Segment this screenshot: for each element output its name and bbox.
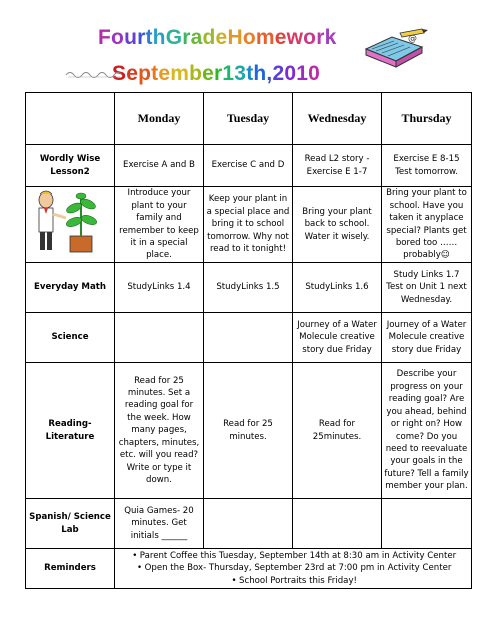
row-label-wordly-wise: Wordly Wise Lesson2 <box>26 145 115 187</box>
cell-spanish-thursday <box>382 499 472 549</box>
cell-science-monday <box>115 313 204 363</box>
bullet-icon: • <box>132 550 138 561</box>
bullet-icon: • <box>231 575 237 586</box>
table-row <box>26 187 472 263</box>
svg-text:@: @ <box>408 34 417 44</box>
homework-table <box>25 92 472 589</box>
cell-wordly-tuesday: Exercise C and D <box>204 145 293 187</box>
title-line-2: September13th,2010 <box>112 62 321 85</box>
cell-science-tuesday <box>204 313 293 363</box>
cell-science-wednesday: Journey of a Water Molecule creative story due Friday <box>293 313 382 363</box>
row-label-reminders: Reminders <box>26 549 115 589</box>
table-row <box>26 499 472 549</box>
title-line-1: FourthGradeHomework <box>98 26 337 49</box>
reminder-item: • Open the Box- Thursday, September 23rd at 7:00 pm in Activity Center <box>117 562 469 574</box>
cell-wordly-thursday: Exercise E 8-15 Test tomorrow. <box>382 145 472 187</box>
reminder-item: • Parent Coffee this Tuesday, September 14th at 8:30 am in Activity Center <box>117 550 469 562</box>
bullet-icon: • <box>137 563 143 574</box>
header-monday: Monday <box>115 93 204 145</box>
cell-math-tuesday: StudyLinks 1.5 <box>204 263 293 313</box>
cell-math-wednesday: StudyLinks 1.6 <box>293 263 382 313</box>
table-row <box>26 549 472 589</box>
header-tuesday: Tuesday <box>204 93 293 145</box>
row-label-everyday-math: Everyday Math <box>26 263 115 313</box>
scribble-decoration-icon <box>64 68 124 80</box>
cell-reading-wednesday: Read for 25minutes. <box>293 363 382 499</box>
cell-math-monday: StudyLinks 1.4 <box>115 263 204 313</box>
cell-spanish-tuesday <box>204 499 293 549</box>
cell-science-thursday: Journey of a Water Molecule creative story due Friday <box>382 313 472 363</box>
reminder-item: • School Portraits this Friday! <box>117 575 469 587</box>
cell-reading-tuesday: Read for 25 minutes. <box>204 363 293 499</box>
cell-spanish-wednesday <box>293 499 382 549</box>
book-pencil-icon <box>362 27 430 77</box>
cell-plant-thursday: Bring your plant to school. Have you taken it anyplace special? Plants get bored too ……probably☺ <box>382 187 472 263</box>
cell-reading-monday: Read for 25 minutes. Set a reading goal for the week. How many pages, chapters, minutes, etc. will you read? Write or type it down. <box>115 363 204 499</box>
cell-plant-monday: Introduce your plant to your family and remember to keep it in a special place. <box>115 187 204 263</box>
table-row <box>26 363 472 499</box>
table-row <box>26 145 472 187</box>
cell-math-thursday: Study Links 1.7 Test on Unit 1 next Wednesday. <box>382 263 472 313</box>
row-label-plant <box>26 187 115 263</box>
row-label-reading: Reading-Literature <box>26 363 115 499</box>
header-row <box>26 93 472 145</box>
cell-wordly-monday: Exercise A and B <box>115 145 204 187</box>
header-wednesday: Wednesday <box>293 93 382 145</box>
reminders-cell <box>115 549 472 589</box>
reminders-list <box>117 550 469 587</box>
table-row <box>26 313 472 363</box>
scientist-plant-icon <box>30 188 110 256</box>
table-row <box>26 263 472 313</box>
cell-spanish-monday: Quia Games- 20 minutes. Get initials ______ <box>115 499 204 549</box>
cell-reading-thursday: Describe your progress on your reading goal? Are you ahead, behind or right on? How come? Do you need to reevaluate your goals in the future? Tell a family member your plan. <box>382 363 472 499</box>
cell-wordly-wednesday: Read L2 story -Exercise E 1-7 <box>293 145 382 187</box>
header-thursday: Thursday <box>382 93 472 145</box>
row-label-spanish: Spanish/ Science Lab <box>26 499 115 549</box>
row-label-science: Science <box>26 313 115 363</box>
cell-plant-tuesday: Keep your plant in a special place and bring it to school tomorrow. Why not read to it tonight! <box>204 187 293 263</box>
cell-plant-wednesday: Bring your plant back to school. Water it wisely. <box>293 187 382 263</box>
header-corner <box>26 93 115 145</box>
